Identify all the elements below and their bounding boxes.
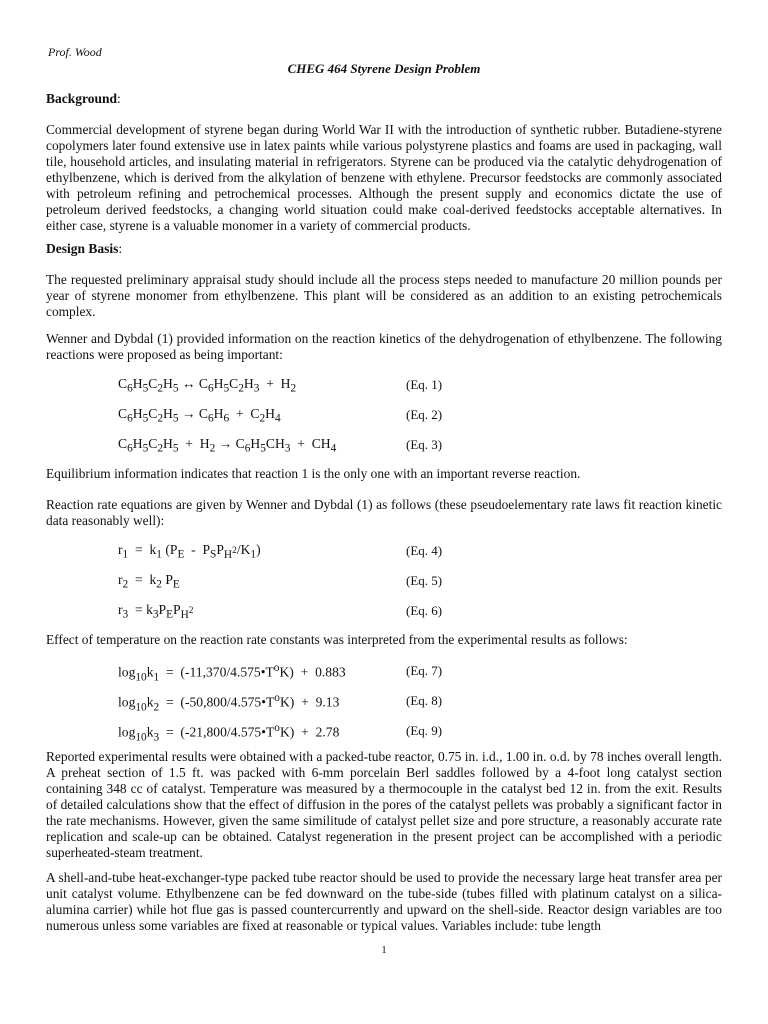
experimental-paragraph: Reported experimental results were obtained with a packed-tube reactor, 0.75 in. i.d., 1.00 in. o.d. by 78 inches overall length. A preheat section of 1.5 ft. was packed with 6-mm porcelain Berl saddles followed by a 4-foot long catalyst section containing 348 cc of catalyst. Temperature was measured by a thermocouple in the catalyst bed 12 in. from the exit. Results of detailed calculations show that the effect of diffusion in the pores of the catalyst pellets was probably a significant factor in the rate mechanisms. However, given the same similitude of catalyst pellet size and pore structure, a reasonably accurate rate replication and scale-up can be obtained. Catalyst regeneration in the present project can be accomplished with a periodic superheated-steam treatment. (46, 749, 722, 860)
equation-8: $\log_{10}k_2$ = $(-50,800/4.575•T^oK) + 9.13$ (118, 692, 340, 714)
equation-5: $r_2 = k_2$ $P_E$ (118, 572, 180, 591)
equation-3-label: (Eq. 3) (406, 437, 443, 452)
equation-2-label: (Eq. 2) (406, 407, 443, 422)
equation-3: $C_6H_5C_2H_5 + H_2 \to C_6H_5CH_3 + CH_4$ (118, 436, 337, 455)
design-basis-heading: Design Basis: (46, 241, 123, 256)
author-line: Prof. Wood (48, 45, 102, 59)
background-heading-text: Background (46, 91, 118, 106)
equation-9-label: (Eq. 9) (406, 723, 443, 738)
background-heading: Background: (46, 91, 121, 106)
equation-8-constant: 9.13 (315, 694, 340, 710)
equation-9: $\log_{10}k_3$ = $(-21,800/4.575•T^oK) + 2.78$ (118, 722, 340, 744)
equation-1-label: (Eq. 1) (406, 377, 443, 392)
equation-8-label: (Eq. 8) (406, 693, 443, 708)
equilibrium-note: Equilibrium information indicates that reaction 1 is the only one with an important reverse reaction. (46, 466, 581, 481)
background-paragraph: Commercial development of styrene began during World War II with the introduction of synthetic rubber. Butadiene-styrene copolymers later found extensive use in latex paints while various polystyrene plastics and foams are used in packaging, wall tile, household articles, and insulating material in refrigerators. Styrene can be produced via the catalytic dehydrogenation of ethylbenzene, which is derived from the alkylation of benzene with ethylene. Precursor feedstocks are commonly associated with petroleum refining and petrochemical processes. Although the present supply and economics dictate the use of petroleum derived feedstocks, a changing world situation could make coal-derived feedstocks acceptable alternatives. In either case, styrene is a valuable monomer in a variety of commercial products. (46, 122, 722, 233)
temperature-intro-paragraph: Effect of temperature on the reaction rate constants was interpreted from the experimental results as follows: (46, 632, 628, 647)
kinetics-intro-paragraph: Wenner and Dybdal (1) provided information on the reaction kinetics of the dehydrogenation of ethylbenzene. The following reactions were proposed as being important: (46, 331, 722, 362)
document-title: CHEG 464 Styrene Design Problem (287, 61, 481, 76)
reactor-paragraph: A shell-and-tube heat-exchanger-type packed tube reactor should be used to provide the necessary large heat transfer area per unit catalyst volume. Ethylbenzene can be fed downward on the tube-side (tubes filled with platinum catalyst on a silica-alumina carrier) while hot flue gas is passed countercurrently and upward on the shell-side. Reactor design variables are too numerous unless some variables are fixed at reasonable or typical values. Variables include: tube length (46, 870, 722, 933)
equation-7-label: (Eq. 7) (406, 663, 443, 678)
equation-2: $C_6H_5C_2H_5 \to C_6H_6 + C_2H_4$ (118, 406, 281, 425)
equation-6-label: (Eq. 6) (406, 603, 443, 618)
equation-5-label: (Eq. 5) (406, 573, 443, 588)
design-basis-paragraph: The requested preliminary appraisal study should include all the process steps needed to manufacture 20 million pounds per year of styrene monomer from ethylbenzene. This plant will be considered as an addition to an existing petrochemicals complex. (46, 272, 722, 319)
equation-4: $r_1 = k_1$ $(P_E - P_SP_{H^2}/K_1)$ (118, 542, 261, 561)
rate-intro-paragraph: Reaction rate equations are given by Wenner and Dybdal (1) as follows (these pseudoelementary rate laws fit reaction kinetic data reasonably well): (46, 497, 722, 528)
design-basis-heading-text: Design Basis (46, 241, 119, 256)
equation-9-constant: 2.78 (315, 724, 340, 740)
page-number: 1 (381, 944, 387, 956)
equation-6: $r_3 = k_3P_EP_{H^2}$ (118, 602, 194, 621)
equation-1: $C_6H_5C_2H_5$ ↔ $C_6H_5C_2H_3 + H_2$ (118, 376, 297, 395)
equation-4-label: (Eq. 4) (406, 543, 443, 558)
equation-7-constant: 0.883 (315, 664, 346, 680)
equation-7: $\log_{10}k_1$ = $(-11,370/4.575•T^oK) + 0.883$ (118, 662, 346, 684)
